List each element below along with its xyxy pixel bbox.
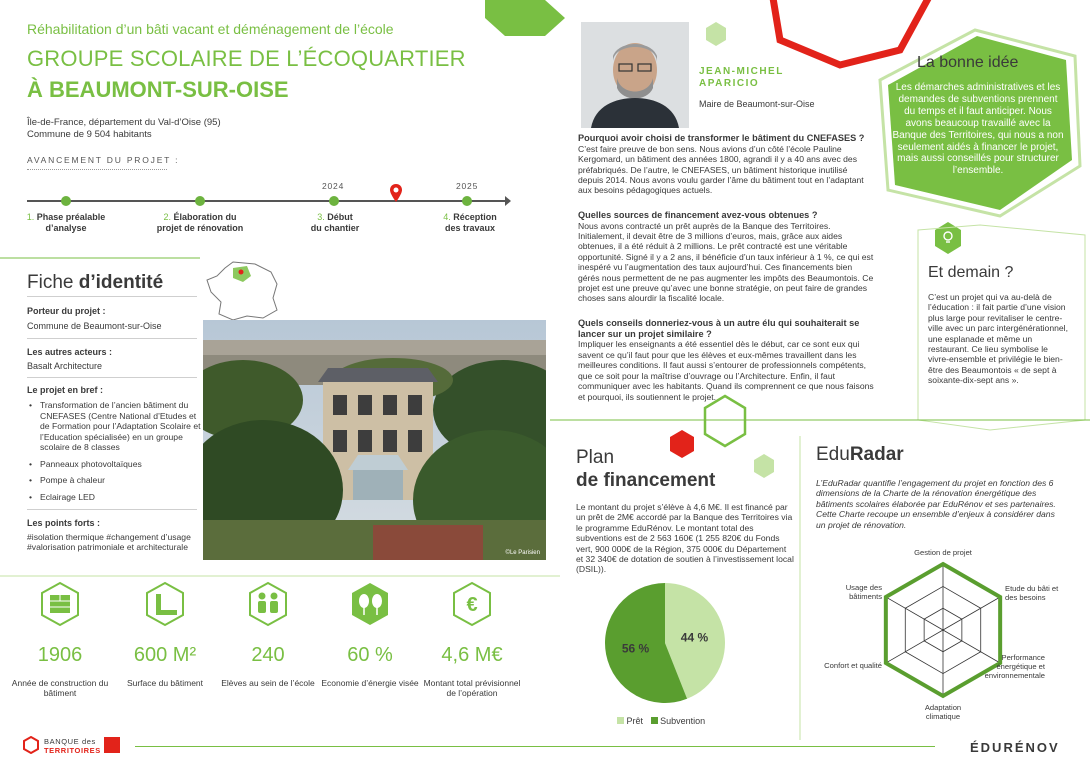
answer: C’est faire preuve de bon sens. Nous avions d’un côté l’école Pauline Kergomard, un bâtiment des années 1800, agrandi il y a 40 ans avec des préfabriqués. De l’autre, le CNEFASES, un bâtiment historique inutilisé depuis 2014. Nous avons voulu garder l’âme du bâtiment tout en l’adaptant aux besoins pédagogiques actuels.	[578, 143, 864, 196]
school-building-image	[203, 320, 546, 560]
eduradar-text: L’EduRadar quantifie l’engagement du projet en fonction des 6 dimensions de la Charte de la rénovation énergétique des bâtiments scolaires élaborée par EduRénov et ses partenaires. Cette Charte recoupe un ensemble d’enjeux à considérer dans un projet de rénovation.	[816, 478, 1056, 530]
hexagon-small-green	[706, 22, 726, 46]
fiche-sep-top	[27, 296, 197, 297]
acteurs-label: Les autres acteurs :	[27, 347, 113, 357]
forts-label: Les points forts :	[27, 518, 101, 528]
answer: Nous avons contracté un prêt auprès de la Banque des Territoires. Initialement, il devait être de 3 millions d’euros, mais, grâce aux aides obtenues, il a été réduit à 2 millions. Le prêt contracté est une véritable opportunité. Signé il y a 2 ans, il bénéficie d’un taux inférieur à 1 %, ce qui est inespéré vu l’augmentation des taux aujourd’hui. Ces financements bien gérés nous permettent de ne pas augmenter les impôts des Beaumontois. Ce projet est une preuve qu’avec une bonne stratégie, on peut faire de grandes choses sans alourdir la fiscalité locale.	[578, 220, 874, 304]
progress-heading: AVANCEMENT DU PROJET :	[27, 155, 180, 165]
bref-item: • Transformation de l’ancien bâtiment du CNEFASES (Centre National d’Etudes et de Formation pour l’Adaptation Scolaire et l’Education spécialisée) en un groupe scolaire de 8 classes	[27, 400, 205, 453]
hexagon-outline-mid	[705, 396, 745, 446]
legend-subvention: Subvention	[660, 716, 706, 726]
acteurs-value: Basalt Architecture	[27, 361, 103, 371]
eduradar-title: EduRadar	[816, 444, 904, 465]
plan-title-line2: de financement	[576, 470, 716, 491]
hexagon-red-small	[670, 430, 694, 458]
timeline-line	[27, 200, 507, 202]
pie-label: 56 %	[621, 641, 650, 656]
stat-label-surface: Surface du bâtiment	[126, 678, 204, 688]
timeline-step-2: 2. Élaboration du projet de rénovation	[156, 212, 244, 233]
hexagon-top-green	[485, 0, 565, 36]
stat-value-surface: 600 M²	[133, 644, 197, 666]
footer-line	[135, 746, 935, 747]
radar-label: Adaptation climatique	[924, 703, 962, 721]
euro-icon	[454, 583, 490, 625]
forts-value: #isolation thermique #changement d’usage #valorisation patrimoniale et architecturale	[27, 532, 191, 553]
answer: Impliquer les enseignants a été essentiel dès le début, car ce sont eux qui savent ce qu’il faut pour que les élèves et eux-mêmes travaillent dans les meilleures conditions. Il faut aussi s’entourer de professionnels compétents, que ce soit pour la maîtrise d’ouvrage ou l’Architecture. Enfin, il faut communiquer avec les habitants. Quand ils comprennent ce que nous faisons et pourquoi, ils soutiennent le projet.	[578, 339, 874, 402]
timeline-dot-3	[329, 196, 339, 206]
bonne-idee-text: Les démarches administratives et les demandes de subventions prennent du temps et il faut anticiper. Nous avons beaucoup travaillé avec la Banque des Territoires, qui nous a non seulement aidés à financer le projet, mais aussi conseillés pour structurer l’ensemble.	[892, 82, 1064, 177]
timeline-year-2025: 2025	[456, 181, 479, 191]
timeline-arrow-icon	[505, 196, 511, 206]
financing-pie-chart	[600, 578, 730, 708]
stat-value-amount: 4,6 M€	[441, 644, 503, 666]
timeline-step-1: 1. Phase préalable d’analyse	[26, 212, 106, 233]
radar-label: Etude du bâti et des besoins	[1005, 584, 1059, 602]
edurenov-logo: ÉDURÉNOV	[970, 740, 1060, 755]
stat-label-students: Elèves au sein de l’école	[221, 678, 315, 688]
bdt-logo-text: BANQUE des TERRITOIRES	[44, 737, 101, 755]
bonne-idee-title: La bonne idée	[917, 54, 1019, 71]
fiche-sep-1	[27, 338, 197, 339]
location-info	[27, 117, 221, 141]
photo-credit: ©Le Parisien	[505, 550, 540, 556]
timeline-step-3: 3. Début du chantier	[310, 212, 360, 233]
timeline-dot-4	[462, 196, 472, 206]
header-subtitle: Réhabilitation d’un bâti vacant et déménagement de l’école	[27, 21, 394, 37]
timeline-year-2024: 2024	[322, 181, 345, 191]
fiche-title: Fiche d’identité	[27, 272, 164, 293]
hexagon-green-light	[754, 454, 774, 478]
mayor-role: Maire de Beaumont-sur-Oise	[699, 99, 815, 109]
stat-value-students: 240	[251, 644, 285, 666]
question: Quelles sources de financement avez-vous obtenues ?	[578, 209, 818, 220]
school-photo	[203, 320, 546, 560]
question: Quels conseils donneriez-vous à un autre élu qui souhaiterait se lancer sur un projet similaire ?	[578, 317, 860, 339]
radar-label: Gestion de projet	[914, 548, 972, 557]
timeline-step-4: 4. Réception des travaux	[443, 212, 497, 233]
eduradar-chart	[800, 540, 1090, 740]
map-pin-icon	[389, 183, 403, 203]
stat-label-amount: Montant total prévisionnel de l’opération	[423, 678, 521, 698]
svg-text:€: €	[466, 594, 478, 616]
legend-pret-swatch	[617, 717, 624, 724]
plan-text: Le montant du projet s’élève à 4,6 M€. Il est financé par un prêt de 2M€ accordé par la Banque des Territoires via le programme EduRénov. Le montant total des subventions est de 2 563 160€ (1 255 820€ du Fonds vert, 900 000€ de la Région, 375 000€ du Département et 32 340€ de dotation de soutien à l’investissement local (DSIL)).	[576, 502, 794, 575]
hexagon-red-outline	[770, 0, 930, 65]
stat-value-energy: 60 %	[347, 644, 393, 666]
page-title-line2: À BEAUMONT-SUR-OISE	[27, 77, 289, 102]
stat-value-year: 1906	[37, 644, 83, 666]
question: Pourquoi avoir choisi de transformer le bâtiment du CNEFASES ?	[578, 133, 865, 143]
fiche-sep-2	[27, 377, 197, 378]
france-map-icon	[203, 258, 283, 324]
plan-title-line1: Plan	[576, 447, 615, 468]
mayor-portrait	[581, 22, 689, 128]
timeline-dot-1	[61, 196, 71, 206]
location-text: Île-de-France, département du Val-d’Oise (95)	[27, 117, 221, 128]
trees-icon	[352, 583, 388, 625]
demain-title: Et demain ?	[928, 264, 1014, 281]
interview-qa	[578, 133, 874, 402]
timeline-dot-2	[195, 196, 205, 206]
bref-list	[27, 400, 205, 508]
legend-pret: Prêt	[626, 716, 644, 726]
bref-item: • Eclairage LED	[27, 492, 205, 503]
mayor-name: JEAN-MICHEL APARICIO	[699, 66, 784, 89]
bref-item: • Panneaux photovoltaïques	[27, 459, 205, 470]
radar-label: Usage des bâtiments	[845, 583, 882, 601]
porteur-label: Porteur du projet :	[27, 306, 106, 316]
stats-icons	[0, 578, 560, 638]
fiche-sep-3	[27, 509, 197, 510]
page-title-line1: GROUPE SCOLAIRE DE L’ÉCOQUARTIER	[27, 46, 466, 71]
legend-subvention-swatch	[651, 717, 658, 724]
bref-item: • Pompe à chaleur	[27, 475, 205, 486]
progress-heading-underline	[27, 169, 167, 170]
bref-label: Le projet en bref :	[27, 385, 104, 395]
pie-legend	[617, 716, 705, 726]
porteur-value: Commune de Beaumont-sur-Oise	[27, 321, 162, 331]
ruler-icon	[147, 583, 183, 625]
children-icon	[250, 583, 286, 625]
rf-logo	[104, 737, 120, 753]
population-text: Commune de 9 504 habitants	[27, 129, 152, 140]
radar-label: Confort et qualité	[824, 661, 882, 670]
bdt-logo-icon	[22, 736, 40, 754]
stat-label-energy: Economie d’énergie visée	[321, 678, 419, 688]
bricks-icon	[42, 583, 78, 625]
demain-text: C’est un projet qui va au-delà de l’éducation : il fait partie d’une vision plus large pour revitaliser le centre-ville avec un parc intergénérationnel, une esplanade et même un restaurant. Ce lieu symbolise le vivre-ensemble et privilégie le bien-être des Beaumontois « de sept à soixante-dix-sept ans ».	[928, 292, 1068, 386]
radar-label: Performance énergétique et environnementale	[984, 653, 1045, 680]
stat-label-year: Année de construction du bâtiment	[11, 678, 109, 698]
pie-label: 44 %	[680, 630, 709, 645]
